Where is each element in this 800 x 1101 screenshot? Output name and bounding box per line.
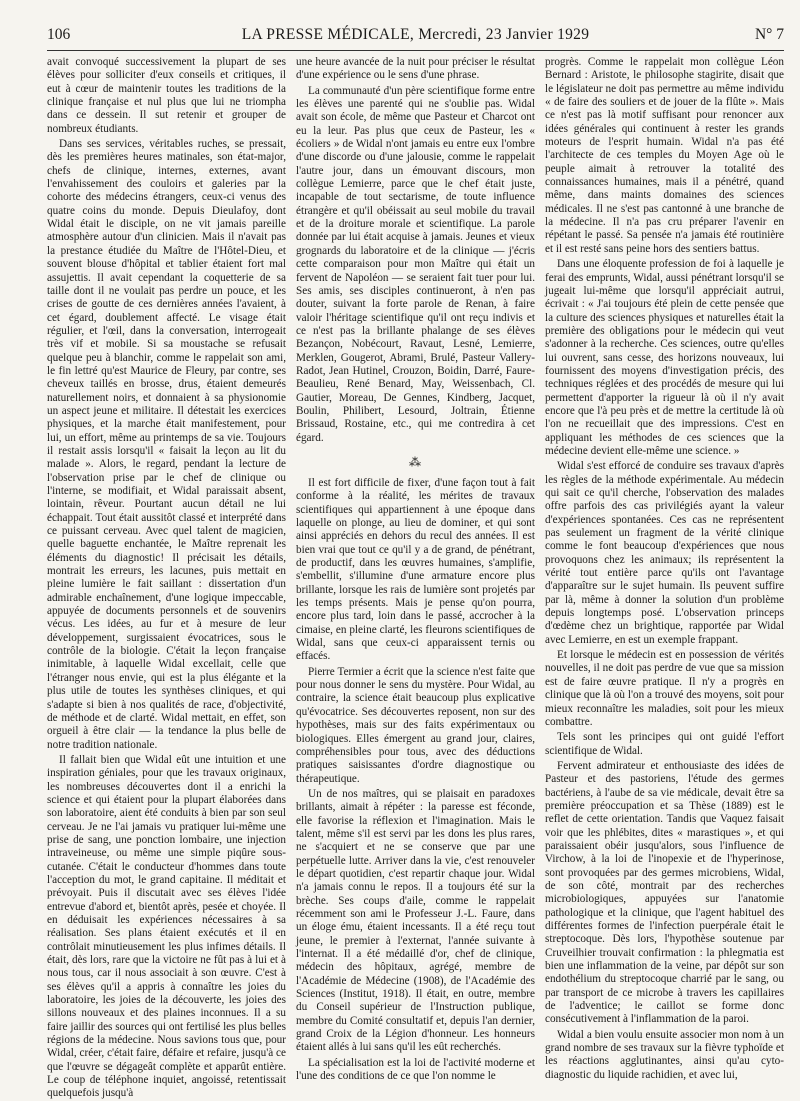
paragraph: Widal s'est efforcé de conduire ses travaux d'après les règles de la méthode expérimentale. Au médecin qui sait ce qu'il cherche, l'observation des malades offre parfois des cas privilégiés ayant la valeur d'expériences spontanées. Ces cas ne représentent pas seulement un fragment de la vérité clinique comme le font beaucoup d'expériences que nous provoquons chez les animaux; ils représentent la vérité tout entière parce qu'ils ont l'avantage d'apparaître sur le sujet humain. Ils peuvent suffire par là, même à donner la solution d'un problème depuis longtemps posé. L'observation princeps d'œdème chez un brightique, rapportée par Widal avec Lemierre, en est un exemple frappant. — [545, 460, 784, 646]
issue-number: N° 7 — [754, 26, 784, 43]
paragraph: Fervent admirateur et enthousiaste des idées de Pasteur et des pastoriens, l'étude des germes bactériens, à l'aube de sa vie médicale, devait être sa première préoccupation et sa Thèse (1889) est le reflet de cette orientation. Tandis que Vaquez faisait voir que les phlébites, dites « marastiques », et qui paraissaient obéir jusqu'alors, sous l'influence de Virchow, à la loi de l'inopexie et de l'hyperinose, sont provoquées par des germes microbiens, Widal, de son côté, montrait par des recherches microbiologiques, appuyées sur l'anatomie pathologique et la clinique, que l'agent habituel des différentes formes de l'infection puerpérale était le streptocoque. Dès lors, l'hypothèse soutenue par Cruveilhier trouvait confirmation : la phlegmatia est bien une inflammation de la veine, par dépôt sur son endothélium du streptocoque charrié par le sang, ou par transport de ce microbe à travers les capillaires de l'adventice; le caillot se forme donc consécutivement à l'inflammation de la paroi. — [545, 759, 784, 1026]
paragraph: avait convoqué successivement la plupart de ses élèves pour solliciter d'eux conseils et critiques, il eut à cœur de maintenir toutes les traditions de la clinique française et nul plus que lui ne triompha dans ce dessein. Il sut retenir et grouper de nombreux étudiants. — [47, 56, 286, 135]
page-header — [47, 26, 784, 44]
paragraph: une heure avancée de la nuit pour préciser le résultat d'une expérience ou le sens d'une phrase. — [296, 56, 535, 82]
article-columns — [47, 56, 784, 1100]
paragraph: Dans une éloquente profession de foi à laquelle je ferai des emprunts, Widal, aussi pénétrant lorsqu'il se jugeait lui-même que lorsqu'il appréciait autrui, écrivait : « J'ai toujours été plein de cette pensée que la culture des sciences physiques et naturelles était la première des obligations pour le médecin qui veut s'adonner à la recherche. Ces sciences, outre qu'elles lui ouvrent, sans cesse, des horizons nouveaux, lui fournissent des moyens d'investigation précis, des techniques réglées et des procédés de mesure qui lui permettent d'apporter la rigueur là où il n'y avait encore que l'à peu près et de mettre la certitude là où l'on ne recueillait que des impressions. C'est en appliquant les méthodes de ces sciences que la médecine devient elle-même une science. » — [545, 258, 784, 457]
page-number: 106 — [47, 26, 71, 43]
paragraph: Pierre Termier a écrit que la science n'est faite que pour nous donner le sens du mystère. Pour Widal, au contraire, la science était beaucoup plus explicative qu'évocatrice. Ses découvertes reposent, non sur des hypothèses, mais sur des faits expérimentaux ou biologiques. Elles émergent au grand jour, claires, compréhensibles pour tous, avec des déductions pratiques saisissantes d'ordre diagnostique ou thérapeutique. — [296, 665, 535, 785]
paragraph: progrès. Comme le rappelait mon collègue Léon Bernard : Aristote, le philosophe stagirite, disait que le législateur ne doit pas permettre au même individu « de faire des souliers et de jouer de la flûte ». Mais ce n'est pas là motif suffisant pour renoncer aux idées générales qui continuent à rester les grands moteurs de l'esprit humain. Widal n'a pas été l'architecte de ces temples du Moyen Age où le peuple aimait à retrouver la totalité des connaissances humaines, mais il a pénétré, quand même, dans maints domaines des sciences médicales. Il ne s'est pas cantonné à une branche de la médecine. Il n'a pas cru préparer l'avenir en répétant le passé. Sa pensée n'a jamais été routinière et il est resté sans peine hors des sentiers battus. — [545, 56, 784, 255]
paragraph: Tels sont les principes qui ont guidé l'effort scientifique de Widal. — [545, 731, 784, 757]
paragraph: Il fallait bien que Widal eût une intuition et une inspiration géniales, pour que les travaux originaux, les nombreuses découvertes dont il a enrichi la science et qui étaient pour la plupart élaborées dans son laboratoire, aient été conduits à bien par son seul cerveau. Je ne l'ai jamais vu pratiquer lui-même une prise de sang, une ponction lombaire, une injection intraveineuse, ou même une simple piqûre sous-cutanée. C'était le conducteur d'hommes dans toute l'acception du mot, le grand capitaine. Il méditait et prévoyait. Puis il discutait avec ses élèves l'idée entrevue d'abord et, bientôt après, pesée et choyée. Il en déduisait les expériences nécessaires à sa réalisation. Ses plans étaient exécutés et il en contrôlait minutieusement les plus infimes détails. Il était, dès lors, rare que la victoire ne fût pas à lui et à nous tous, car il nous associait à son œuvre. C'est à ses élèves qu'il a appris à connaître les joies du laboratoire, les joies de la découverte, les joies des sillons nouveaux et des plaines inconnues. Il a su faire jaillir des sources qui ont fertilisé les plus belles régions de la médecine. Nous savions tous que, pour Widal, créer, c'était faire, défaire et refaire, jusqu'à ce que l'œuvre se dégageât complète et apparût entière. Le coup de téléphone inquiet, angoissé, retentissait quelquefois jusqu'à — [47, 753, 286, 1100]
header-rule — [47, 50, 784, 51]
paragraph: Et lorsque le médecin est en possession de vérités nouvelles, il ne doit pas perdre de vue que sa mission est de faire œuvre pratique. Il n'y a progrès en clinique que là où l'on a trouvé des moyens, soit pour mieux reconnaître les maladies, soit pour les mieux combattre. — [545, 649, 784, 728]
paragraph: La spécialisation est la loi de l'activité moderne et l'une des conditions de ce que l'on nomme le — [296, 1056, 535, 1083]
paragraph: Dans ses services, véritables ruches, se pressait, dès les premières heures matinales, son état-major, chefs de clinique, internes, externes, avant l'envahissement des couloirs et galeries par la cohorte des médecins étrangers, ceux-ci venus des quatre coins du monde. Depuis Dieulafoy, dont Widal était le disciple, on ne vit jamais pareille atmosphère autour d'un clinicien. Mais il n'avait pas la prestance étudiée du Maître de l'Hôtel-Dieu, et souvent blouse d'hôpital et tablier étaient fort mal assujettis. Il avait cependant la coquetterie de sa taille dont il ne voulait pas perdre un pouce, et les crises de goutte de ces dernières années l'avaient, à cet égard, doublement affecté. Le visage était régulier, et l'œil, dans la conversation, interrogeait très vif et mobile. Si sa moustache se refusait quelque peu à blanchir, comme le rappelait son ami, le fin lettré qu'est Maurice de Fleury, par contre, ses cheveux taillés en brosse, drus, étaient demeurés naturellement noirs, et donnaient à sa physionomie un aspect jeune et militaire. Il détestait les exercices physiques, et la marche était manifestement, pour lui, un effort, même au printemps de sa vie. Toujours il restait assis lorsqu'il « faisait la leçon au lit du malade ». Alors, le regard, pendant la lecture de l'observation prise par le chef de clinique ou l'interne, se modifiait, et Widal paraissait absent, lointain, rêveur. Pourtant aucun détail ne lui échappait. Tout était aussitôt classé et interprété dans ce puissant cerveau. Avec quel talent de magicien, quelle baguette enchantée, le Maître reprenait les éléments du diagnostic! Il précisait les détails, montrait les erreurs, les lacunes, puis mettait en pleine lumière le fait saillant : dissertation d'un admirable enchaînement, d'une logique impeccable, appuyée de documents personnels et de souvenirs vécus. Les idées, au fur et à mesure de leur développement, surgissaient évocatrices, sous le contrôle de la biologie. C'était la leçon française inimitable, à laquelle Widal excellait, celle que l'étranger nous envie, qui est la plus élégante et la plus utile de toutes les synthèses cliniques, et qui s'adapte si bien à nos qualités de race, d'objectivité, de méthode et de clarté. Widal mettait, en effet, son orgueil à être clair — la tendance la plus belle de notre tradition nationale. — [47, 138, 286, 751]
column-2 — [296, 56, 535, 1083]
paragraph: Widal a bien voulu ensuite associer mon nom à un grand nombre de ses travaux sur la fièvre typhoïde et les réactions agglutinantes, ainsi qu'au cyto-diagnostic du liquide rachidien, et avec lui, — [545, 1028, 784, 1081]
publication-title: LA PRESSE MÉDICALE, Mercredi, 23 Janvier 1929 — [241, 26, 590, 43]
column-3 — [545, 56, 784, 1081]
column-1 — [47, 56, 286, 1100]
paragraph: Un de nos maîtres, qui se plaisait en paradoxes brillants, aimait à répéter : la paresse est féconde, elle favorise la réflexion et l'imagination. Mais le talent, même s'il est servi par les dons les plus rares, ne s'acquiert et ne se conserve que par une perpétuelle lutte. Arriver dans la vie, c'est renouveler le départ quotidien, c'est repartir chaque jour. Widal n'a jamais connu le repos. Il a toujours été sur la brèche. Ses coups d'aile, comme le rappelait récemment son ami le Professeur J.-L. Faure, dans un éloge ému, étaient incessants. Il a été reçu tout jeune, le premier à l'externat, l'année suivante à l'internat. Il a été médaillé d'or, chef de clinique, médecin des hôpitaux, agrégé, membre de l'Académie de Médecine (1908), de l'Académie des Sciences (Institut, 1918). Il était, en outre, membre du Conseil supérieur de l'Instruction publique, membre du Comité consultatif et, depuis l'an dernier, grand Croix de la Légion d'honneur. Les honneurs étaient allés à lui sans qu'il les eût recherchés. — [296, 787, 535, 1054]
section-separator: ⁂ — [409, 454, 422, 469]
paragraph: La communauté d'un père scientifique forme entre les élèves une parenté qui ne s'oublie pas. Widal avait son école, de même que Pasteur et Charcot ont eu la leur. Pas plus que ceux de Pasteur, les « écoliers » de Widal n'ont jamais eu entre eux l'ombre d'une discorde ou d'une jalousie, comme le rappelait l'autre jour, dans un émouvant discours, mon collègue Lemierre, parce que le chef était juste, incapable de tout sectarisme, de toute influence étrangère et qu'il obéissait au seul mobile du travail et de la droiture morale et scientifique. La parole donnée par lui était acquise à jamais. Jeunes et vieux grognards du laboratoire et de la clinique — j'écris cette comparaison pour mon Maître qui était un fervent de Napoléon — se seraient fait tuer pour lui. Ses amis, ses disciples continueront, à n'en pas douter, suivant la forte parole de Renan, à faire valoir l'héritage scientifique qu'il ont reçu indivis et ce n'est pas la brillante phalange de ses élèves Bezançon, Nobécourt, Ravaut, Lesné, Lemierre, Merklen, Gougerot, Abrami, Brulé, Pasteur Vallery-Radot, Jean Hutinel, Crouzon, Boidin, Darré, Faure-Beaulieu, René Benard, May, Weissenbach, Cl. Gautier, Moreau, De Gennes, Kindberg, Jacquet, Boulin, Philibert, Lesourd, Joltrain, Étienne Brissaud, Rostaine, etc., qui me contredira à cet égard. — [296, 84, 535, 444]
paragraph: Il est fort difficile de fixer, d'une façon tout à fait conforme à la réalité, les mérites de travaux scientifiques qui appartiennent à une époque dans laquelle on plonge, au lieu de dominer, et qui sont ainsi appréciés en dehors du recul des années. Il est bien vrai que tout ce qu'il y a de grand, de pénétrant, de productif, dans les œuvres humaines, s'amplifie, s'embellit, s'illumine d'une armature encore plus brillante, lorsque les rais de lumière sont projetés par les temps présents. Mais je pense qu'on pourra, encore plus tard, loin dans le passé, accrocher à la cimaise, en pleine clarté, les fleurons scientifiques de Widal, sans que ceux-ci apparaissent ternis ou effacés. — [296, 476, 535, 663]
